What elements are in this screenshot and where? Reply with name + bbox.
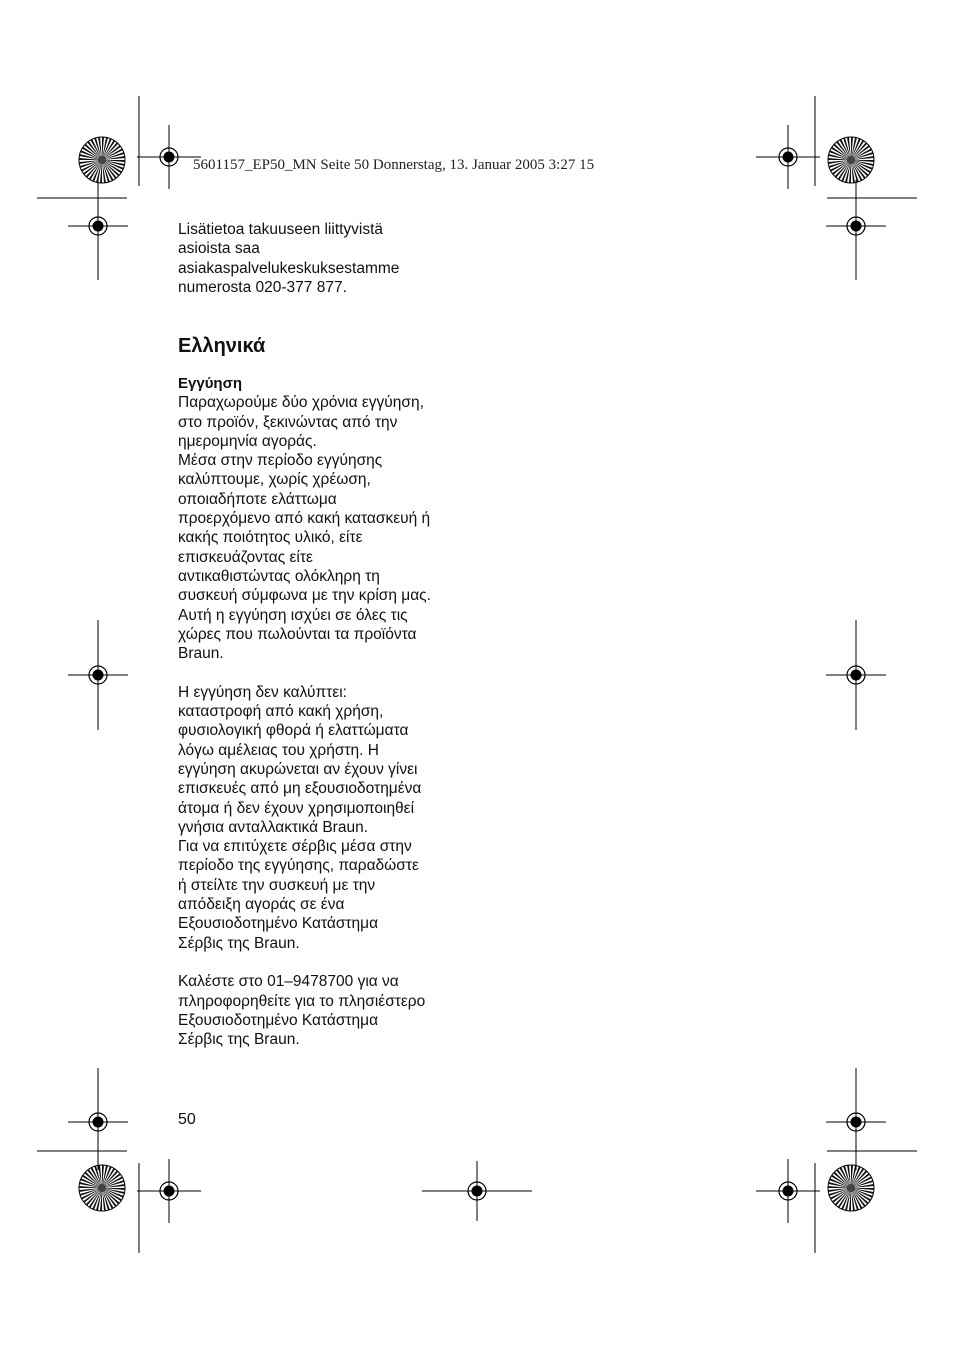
- star-center: [847, 1184, 855, 1192]
- text-line: άτομα ή δεν έχουν χρησιμοποιηθεί: [178, 799, 415, 817]
- registration-quadrant: [856, 1117, 862, 1123]
- registration-quadrant: [856, 675, 862, 681]
- registration-quadrant: [98, 226, 104, 232]
- text-line: γνήσια ανταλλακτικά Braun.: [178, 818, 369, 836]
- registration-quadrant: [856, 1122, 862, 1128]
- registration-quadrant: [856, 221, 862, 227]
- greek-paragraph-2: [178, 683, 478, 953]
- registration-quadrant: [93, 226, 99, 232]
- finnish-line: asiakaspalvelukeskuksestamme: [178, 259, 400, 277]
- greek-paragraph-3: [178, 972, 478, 1049]
- registration-quadrant: [93, 670, 99, 676]
- registration-quadrant: [783, 152, 789, 158]
- page-number: 50: [178, 1111, 196, 1128]
- subheading-warranty: Εγγύηση: [178, 375, 243, 392]
- text-line: χώρες που πωλούνται τα προϊόντα: [178, 625, 417, 643]
- registration-quadrant: [164, 1191, 170, 1197]
- text-line: Εξουσιοδοτημένο Κατάστημα: [178, 915, 379, 933]
- text-line: Σέρβις της Braun.: [178, 934, 300, 952]
- finnish-warranty-info: [178, 220, 478, 297]
- registration-quadrant: [788, 1186, 794, 1192]
- registration-quadrant: [851, 221, 857, 227]
- text-line: συσκευή σύμφωνα με την κρίση μας.: [178, 587, 431, 605]
- registration-quadrant: [98, 221, 104, 227]
- registration-quadrant: [851, 1117, 857, 1123]
- text-line: φυσιολογική φθορά ή ελαττώματα: [178, 722, 409, 740]
- star-center: [98, 156, 106, 164]
- registration-quadrant: [851, 1122, 857, 1128]
- text-line: εγγύηση ακυρώνεται αν έχουν γίνει: [178, 760, 418, 778]
- registration-quadrant: [164, 157, 170, 163]
- registration-quadrant: [788, 157, 794, 163]
- text-line: λόγω αμέλειας του χρήστη. Η: [178, 741, 379, 759]
- registration-quadrant: [472, 1191, 478, 1197]
- registration-quadrant: [851, 675, 857, 681]
- text-line: Σέρβις της Braun.: [178, 1031, 300, 1049]
- registration-quadrant: [477, 1186, 483, 1192]
- registration-quadrant: [856, 670, 862, 676]
- text-line: επισκευές από μη εξουσιοδοτημένα: [178, 780, 422, 798]
- text-line: απόδειξη αγοράς σε ένα: [178, 896, 345, 914]
- text-line: Καλέστε στο 01–9478700 για να: [178, 973, 399, 991]
- registration-quadrant: [472, 1186, 478, 1192]
- text-line: αντικαθιστώντας ολόκληρη τη: [178, 567, 380, 585]
- greek-paragraph-1: [178, 393, 478, 663]
- text-line: οποιαδήποτε ελάττωμα: [178, 490, 337, 508]
- text-line: καταστροφή από κακή χρήση,: [178, 703, 384, 721]
- registration-quadrant: [93, 221, 99, 227]
- greek-warranty-body: [178, 374, 478, 1049]
- section-title-greek: Ελληνικά: [178, 335, 266, 357]
- text-line: Μέσα στην περίοδο εγγύησης: [178, 452, 383, 470]
- text-line: Αυτή η εγγύηση ισχύει σε όλες τις: [178, 606, 408, 624]
- registration-quadrant: [98, 1122, 104, 1128]
- text-line: ή στείλτε την συσκευή με την: [178, 876, 376, 894]
- text-line: περίοδο της εγγύησης, παραδώστε: [178, 857, 419, 875]
- star-center: [98, 1184, 106, 1192]
- registration-quadrant: [783, 157, 789, 163]
- registration-quadrant: [856, 226, 862, 232]
- text-line: προερχόμενο από κακή κατασκευή ή: [178, 510, 431, 528]
- text-line: κακής ποιότητος υλικό, είτε: [178, 529, 363, 547]
- registration-quadrant: [93, 675, 99, 681]
- registration-quadrant: [98, 675, 104, 681]
- registration-quadrant: [93, 1122, 99, 1128]
- registration-quadrant: [783, 1191, 789, 1197]
- text-line: Παραχωρούμε δύο χρόνια εγγύηση,: [178, 394, 424, 412]
- registration-quadrant: [783, 1186, 789, 1192]
- text-line: Braun.: [178, 645, 224, 663]
- finnish-line: Lisätietoa takuuseen liittyvistä: [178, 221, 384, 238]
- registration-quadrant: [164, 1186, 170, 1192]
- header-slug: 5601157_EP50_MN Seite 50 Donnerstag, 13. Januar 2005 3:27 15: [193, 157, 595, 173]
- registration-quadrant: [788, 152, 794, 158]
- text-line: Η εγγύηση δεν καλύπτει:: [178, 683, 347, 701]
- registration-quadrant: [851, 670, 857, 676]
- registration-quadrant: [169, 1186, 175, 1192]
- text-line: ημερομηνία αγοράς.: [178, 432, 317, 450]
- text-line: στο προϊόν, ξεκινώντας από την: [178, 413, 398, 431]
- finnish-line: asioista saa: [178, 240, 260, 258]
- registration-quadrant: [169, 1191, 175, 1197]
- registration-quadrant: [477, 1191, 483, 1197]
- text-line: πληροφορηθείτε για το πλησιέστερο: [178, 992, 426, 1010]
- text-line: Για να επιτύχετε σέρβις μέσα στην: [178, 838, 412, 856]
- registration-quadrant: [169, 152, 175, 158]
- registration-quadrant: [851, 226, 857, 232]
- text-line: επισκευάζοντας είτε: [178, 548, 313, 566]
- registration-quadrant: [93, 1117, 99, 1123]
- registration-quadrant: [98, 1117, 104, 1123]
- text-line: Εξουσιοδοτημένο Κατάστημα: [178, 1011, 379, 1029]
- star-center: [847, 156, 855, 164]
- registration-quadrant: [164, 152, 170, 158]
- registration-quadrant: [788, 1191, 794, 1197]
- finnish-line: numerosta 020-377 877.: [178, 278, 347, 296]
- registration-quadrant: [98, 670, 104, 676]
- text-line: καλύπτουμε, χωρίς χρέωση,: [178, 471, 371, 489]
- registration-quadrant: [169, 157, 175, 163]
